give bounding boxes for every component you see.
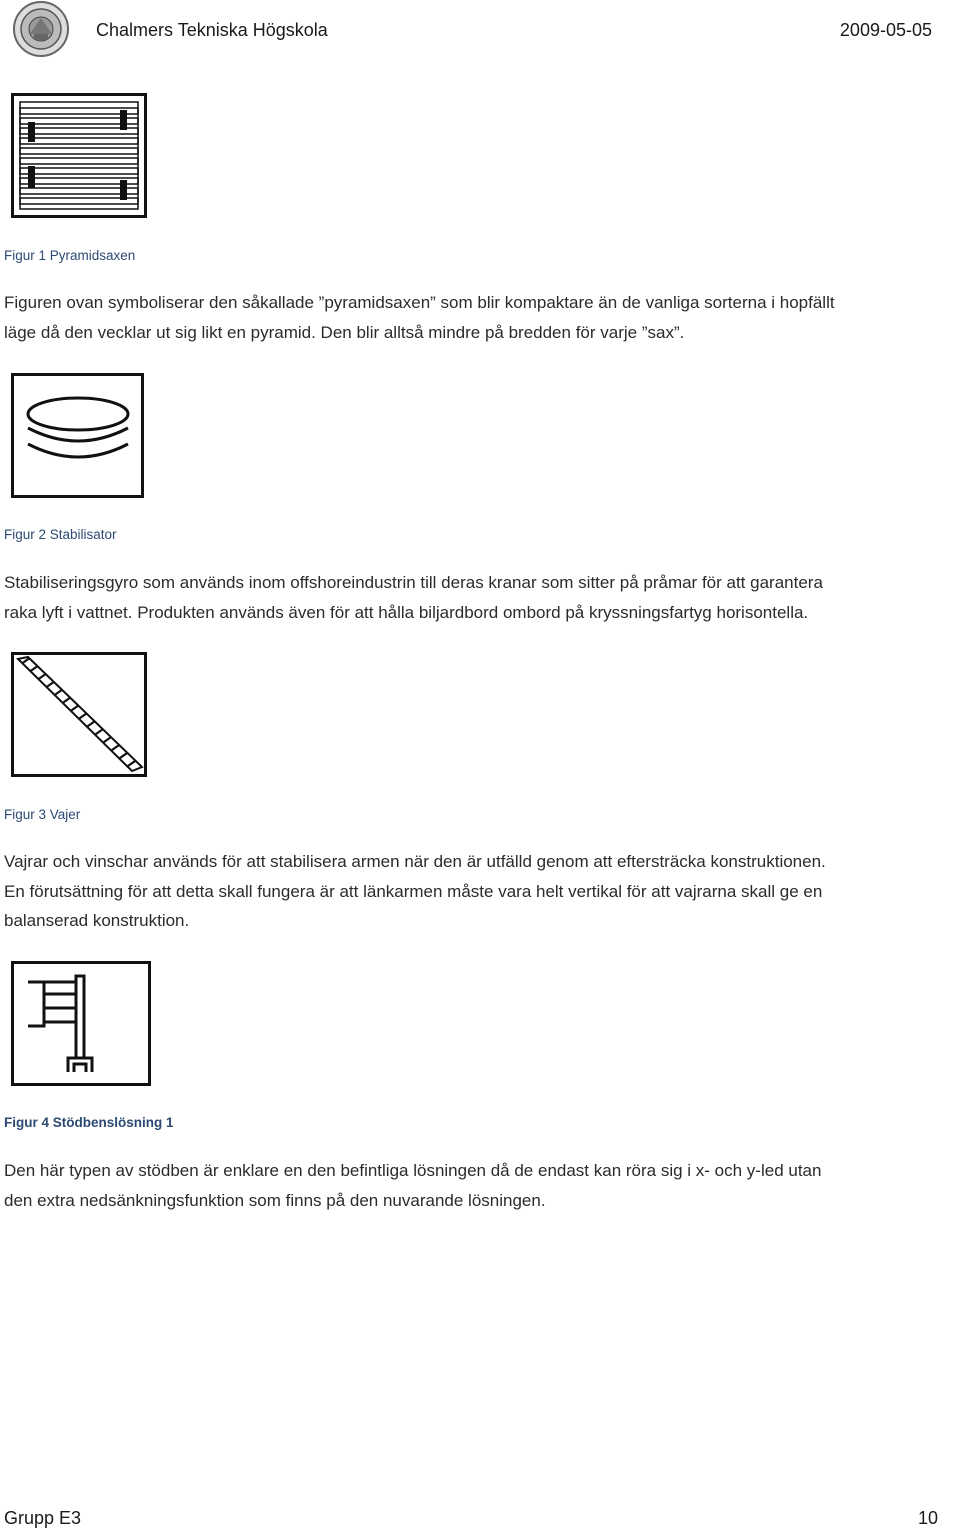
footer-group: Grupp E3 <box>4 1508 82 1528</box>
figure-2-paragraph <box>4 568 944 627</box>
figure-3-caption: Figur 3 Vajer <box>4 807 81 822</box>
figure-1-text-line: Figuren ovan symboliserar den såkallade ”pyramidsaxen” som blir kompaktare än de vanliga sorterna i hopfällt <box>4 293 835 312</box>
figure-1-paragraph <box>4 288 944 347</box>
header-date: 2009-05-05 <box>839 20 932 40</box>
figure-3-paragraph <box>4 847 944 936</box>
figure-4-text-line: Den här typen av stödben är enklare en den befintliga lösningen då de endast kan röra sig i x- och y-led utan <box>4 1161 822 1180</box>
figure-2-caption: Figur 2 Stabilisator <box>4 527 117 542</box>
figure-1-text-line: läge då den vecklar ut sig likt en pyramid. Den blir alltså mindre på bredden för varje ”sax”. <box>4 322 685 342</box>
figure-2-text-line: raka lyft i vattnet. Produkten används även för att hålla biljardbord ombord på kryssningsfartyg horisontella. <box>4 602 809 622</box>
figure-1-caption: Figur 1 Pyramidsaxen <box>4 248 136 263</box>
figure-3-text-line: balanserad konstruktion. <box>4 911 190 930</box>
figure-3-text-line: Vajrar och vinschar används för att stabilisera armen när den är utfälld genom att eftersträcka konstruktionen. <box>4 852 826 871</box>
wire-rope-icon <box>11 652 147 777</box>
figure-4-paragraph <box>4 1156 944 1215</box>
figure-4-text-line: den extra nedsänkningsfunktion som finns på den nuvarande lösningen. <box>4 1190 546 1210</box>
pyramid-scissor-icon <box>11 93 147 218</box>
page-number: 10 <box>917 1508 938 1528</box>
figure-2-text-line: Stabiliseringsgyro som används inom offshoreindustrin till deras kranar som sitter på pråmar för att garantera <box>4 573 823 592</box>
figure-3-text-line: En förutsättning för att detta skall fungera är att länkarmen måste vara helt vertikal för att vajrarna skall ge en <box>4 881 823 901</box>
university-seal-icon <box>10 0 72 58</box>
header-institution: Chalmers Tekniska Högskola <box>96 20 328 40</box>
figure-4-caption: Figur 4 Stödbenslösning 1 <box>4 1115 174 1130</box>
support-leg-icon <box>11 961 151 1086</box>
stabilizer-gyro-icon <box>11 373 144 498</box>
